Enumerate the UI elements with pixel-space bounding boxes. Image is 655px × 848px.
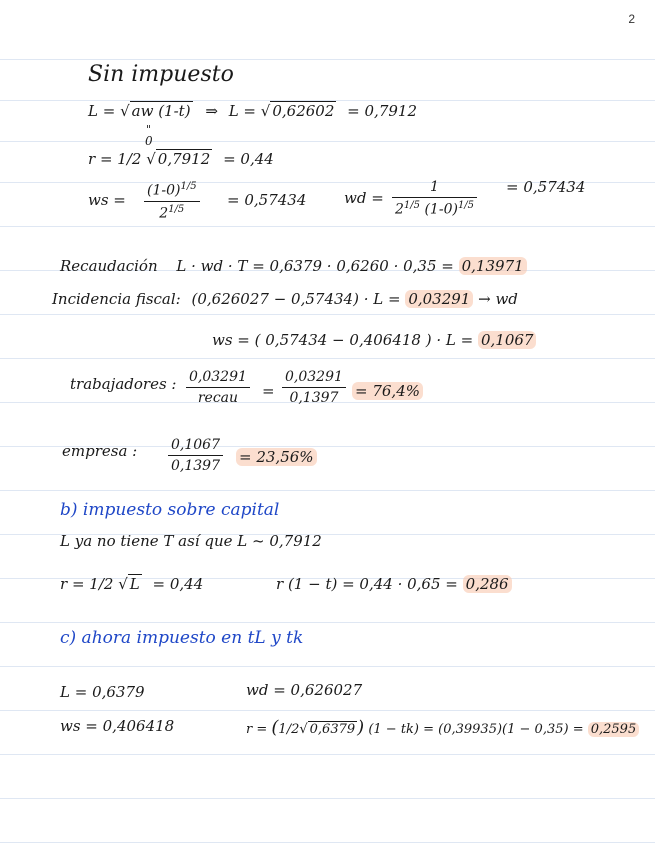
empresa-label: empresa : <box>62 442 138 460</box>
b-r-half: 1/2 <box>89 575 114 593</box>
r-half: 1/2 <box>117 150 142 168</box>
empresa-den: 0,1397 <box>168 455 223 473</box>
l-eq-lhs: L = <box>88 102 116 120</box>
recaudacion-expr: L · wd · T = 0,6379 · 0,6260 · 0,35 = <box>176 257 454 275</box>
heading-section-c: c) ahora impuesto en tL y tk <box>60 628 304 648</box>
l-eq-result: = 0,7912 <box>347 102 417 120</box>
trabajadores-label: trabajadores : <box>70 375 177 393</box>
equation-r <box>88 152 274 167</box>
trabajadores-den-1: recau <box>186 387 250 405</box>
ruled-line <box>0 666 655 667</box>
trabajadores-den-2: 0,1397 <box>282 387 346 405</box>
section-c-l-value: L = 0,6379 <box>60 683 145 701</box>
ruled-line <box>0 314 655 315</box>
l-eq-radicand-value: 0,62602 <box>272 102 335 120</box>
incidencia-expr-2: ws = ( 0,57434 − 0,406418 ) · L = <box>212 331 474 349</box>
l-eq-radicand: aw (1-t) <box>131 102 191 120</box>
incidencia-expr-1: (0,626027 − 0,57434) · L = <box>191 290 401 308</box>
c-r-radicand: 0,6379 <box>309 722 356 737</box>
heading-section-b: b) impuesto sobre capital <box>60 500 280 520</box>
sqrt-sign: √ <box>146 150 156 168</box>
quote-mark: " <box>146 123 152 136</box>
ruled-line <box>0 754 655 755</box>
section-c-equation-r <box>246 719 639 737</box>
incidencia-line-2 <box>212 333 536 348</box>
ws-denominator: $2^{1/5}$ <box>144 201 200 221</box>
trabajadores-result: = 76,4% <box>352 384 423 399</box>
b-r-result: = 0,44 <box>152 575 204 593</box>
section-b-equation-rk <box>276 577 512 592</box>
ws-result: = 0,57434 <box>227 191 307 209</box>
section-b-equation-r <box>60 577 203 592</box>
empresa-fraction <box>168 438 223 473</box>
trabajadores-fraction-1 <box>186 370 250 405</box>
ruled-line <box>0 842 655 843</box>
b-rk-result: 0,286 <box>463 575 512 593</box>
l-eq-mid: L = <box>228 102 257 120</box>
section-c-wd-value: wd = 0,626027 <box>246 681 363 699</box>
ruled-line <box>0 358 655 359</box>
empresa-num: 0,1067 <box>171 437 220 453</box>
sqrt-sign: √ <box>120 102 130 120</box>
ruled-line <box>0 490 655 491</box>
implies-arrow: ⇒ <box>205 102 218 120</box>
incidencia-arrow: → wd <box>478 290 518 308</box>
wd-fraction <box>392 180 477 217</box>
ruled-line <box>0 226 655 227</box>
equation-l <box>88 104 417 119</box>
c-r-tail: (1 − tk) = (0,39935)(1 − 0,35) = <box>368 722 584 737</box>
incidencia-result-1: 0,03291 <box>405 290 473 308</box>
incidencia-result-2: 0,1067 <box>478 331 537 349</box>
c-r-half: 1/2 <box>278 722 300 737</box>
heading-sin-impuesto: Sin impuesto <box>88 62 234 87</box>
r-lhs: r = <box>88 150 113 168</box>
ruled-line <box>0 798 655 799</box>
ws-lhs: ws = <box>88 191 126 209</box>
c-r-result: 0,2595 <box>588 722 640 737</box>
trabajadores-num-1: 0,03291 <box>189 369 247 385</box>
b-r-radicand: L <box>129 575 140 593</box>
trabajadores-num-2: 0,03291 <box>285 369 343 385</box>
recaudacion-label: Recaudación <box>60 257 158 275</box>
ruled-line <box>0 710 655 711</box>
wd-result: = 0,57434 <box>506 178 586 196</box>
trabajadores-fraction-2 <box>282 370 346 405</box>
sqrt-sign: √ <box>260 102 271 120</box>
zero-mark: 0 <box>145 134 153 148</box>
ruled-line <box>0 141 655 142</box>
c-r-lhs: r = <box>246 722 268 737</box>
recaudacion-result: 0,13971 <box>459 257 527 275</box>
wd-numerator: 1 <box>430 179 439 195</box>
b-rk-expr: r (1 − t) = 0,44 · 0,65 = <box>276 575 458 593</box>
b-r-lhs: r = <box>60 575 85 593</box>
open-paren: ( <box>271 717 279 738</box>
ruled-line <box>0 59 655 60</box>
wd-lhs: wd = <box>344 189 384 207</box>
ws-fraction <box>144 182 200 220</box>
section-c-ws-value: ws = 0,406418 <box>60 717 175 735</box>
trabajadores-eq: = <box>262 382 275 400</box>
r-result: = 0,44 <box>223 150 274 168</box>
sqrt-sign: √ <box>299 722 308 737</box>
incidencia-line-1 <box>52 292 518 307</box>
page-number: 2 <box>628 12 635 26</box>
r-radicand: 0,7912 <box>157 150 211 168</box>
recaudacion-line <box>60 259 527 274</box>
empresa-result: = 23,56% <box>236 450 317 465</box>
wd-denominator: $2^{1/5}$ $(1-0)^{1/5}$ <box>392 197 477 217</box>
incidencia-label: Incidencia fiscal: <box>52 290 181 308</box>
sqrt-sign: √ <box>118 575 128 593</box>
ruled-line <box>0 622 655 623</box>
section-b-line-1: L ya no tiene T así que L ~ 0,7912 <box>60 532 322 550</box>
close-paren: ) <box>357 717 365 738</box>
ws-numerator: $(1-0)^{1/5}$ <box>147 181 197 199</box>
